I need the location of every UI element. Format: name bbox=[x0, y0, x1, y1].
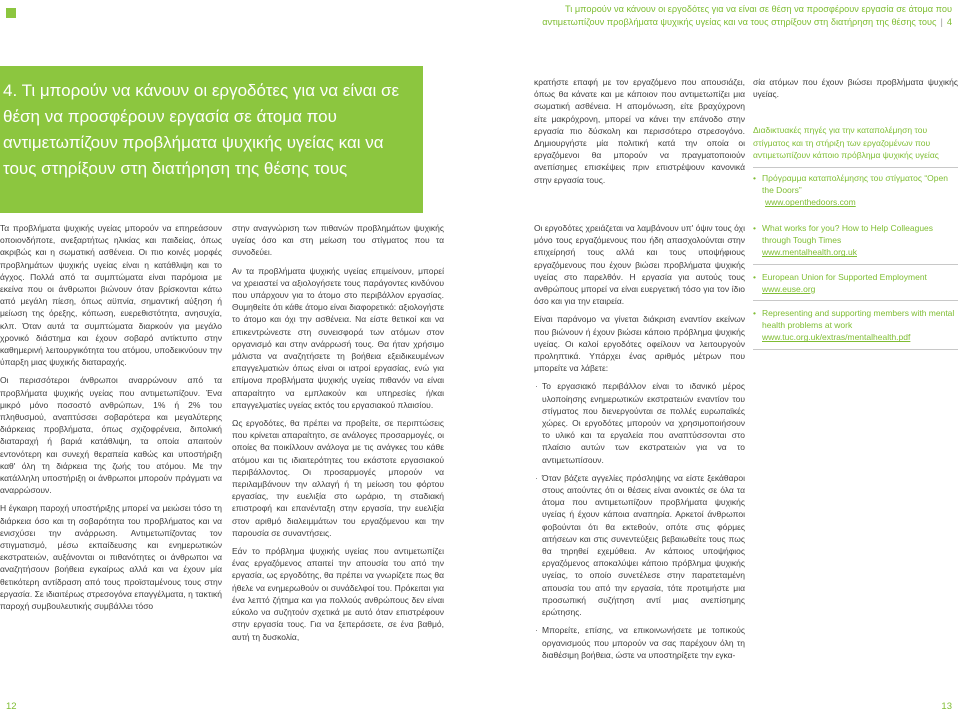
bullet-item: · Όταν βάζετε αγγελίες πρόσληψης να είστε ξεκάθαροι στους αιτούντες ότι οι θέσεις είναι ανοικτές σε όλα τα άτομα που αντιμετωπίζουν προβλήματα ψυχικής υγείας ή έχουν κάποια αναπηρία. Αρκετοί άνθρωποι φοβούνται ότι θα εκτεθούν, οπότε στις φόρμες αιτήσεων και στις συνεντεύξεις βεβαιωθείτε τους πως θα τηρηθεί εχεμύθεια. Αν κάποιος υποψήφιος εργαζόμενος αποκαλύψει κάποιο πρόβλημα ψυχικής υγείας, το οποίο συνετέλεσε στην παρατεταμένη απουσία του από την εργασία, τότε προτιμήστε μια προσωπική συζήτηση αντί μιας ανεπίσημης ερώτησης. bbox=[534, 472, 745, 618]
paragraph: Τα προβλήματα ψυχικής υγείας μπορούν να επηρεάσουν οποιονδήποτε, ανεξαρτήτως ηλικίας και παιδείας, όπως ακριβώς και η σωματική ασθένεια. Οι πιο κοινές μορφές προβλημάτων ψυχικής υγείας είναι η κατάθλιψη και το άγχος. Πολλά από τα συμπτώματα είναι παρόμοια με εκείνα που οι άνθρωποι βιώνουν όταν βρίσκονται κάτω από μεγάλη πίεση, όπως αϋπνία, σημαντική αύξηση ή μείωση της όρεξης, κόπωση, ευερεθιστότητα, ανησυχία, κλπ. Όταν αυτά τα συμπτώματα διαρκούν για μεγάλο χρονικό διάστημα και έχουν σοβαρό αντίκτυπο στην καθημερινή λειτουργικότητα του ατόμου, υποδεικνύουν την ύπαρξη μιας ψυχικής διαταραχής. bbox=[0, 223, 222, 368]
header-line-2 bbox=[542, 16, 952, 29]
chapter-heading: 4. Τι μπορούν να κάνουν οι εργοδότες για να είναι σε θέση να προσφέρουν εργασία σε άτομα που αντιμετωπίζουν προβλήματα ψυχικής υγείας και να τους στηρίξουν στη διατήρηση της θέσης τους bbox=[3, 81, 400, 178]
right-column-1-top bbox=[534, 76, 745, 186]
page-number-right: 13 bbox=[941, 701, 952, 712]
resource-link-item bbox=[753, 307, 958, 350]
resource-link-item bbox=[753, 222, 958, 265]
chapter-heading-box bbox=[0, 66, 423, 213]
resource-link-item bbox=[753, 271, 958, 301]
open-doors-link[interactable]: www.openthedoors.com bbox=[765, 197, 856, 208]
header-line-1: Τι μπορούν να κάνουν οι εργοδότες για να είναι σε θέση να προσφέρουν εργασία σε άτομα που bbox=[565, 4, 952, 14]
paragraph: Εάν το πρόβλημα ψυχικής υγείας που αντιμετωπίζει ένας εργαζόμενος απαιτεί την απουσία του από την εργασία, ως εργοδότης, θα πρέπει να γνωρίζετε πως θα ήθελε να ενημερωθούν οι συνάδελφοί του. Πρόκειται για ένα λεπτό ζήτημα και για πολλούς ανθρώπους δεν είναι εύκολο να συζητούν σχετικά με αυτό όταν επιστρέφουν στην εργασία τους. Για να ξεπεράσετε, σε ένα βαθμό, αυτή τη δυσκολία, bbox=[232, 546, 444, 642]
right-column-2-links bbox=[753, 222, 958, 356]
resource-link[interactable]: www.mentalhealth.org.uk bbox=[762, 247, 857, 258]
link-title: European Union for Supported Employment bbox=[762, 271, 927, 282]
open-doors-item bbox=[753, 172, 958, 209]
paragraph: Αν τα προβλήματα ψυχικής υγείας επιμείνουν, μπορεί να χρειαστεί να αξιολογήσετε τους παράγοντες κινδύνου που υπάρχουν για το άτομο στο περιβάλλον εργασίας. Θυμηθείτε ότι κάθε άτομο είναι διαφορετικό: αξιολογήστε το άτομο και όχι την ασθένεια. Να είστε θετικοί και να επικεντρώνεστε στη συνεισφορά των ατόμων στον οργανισμό και στην ανάρρωσή τους. Θα ήταν χρήσιμο μάλιστα να αναζητήσετε τη βοήθεια εξειδικευμένων επαγγελματιών όπως είναι οι ιατροί εργασίας, ενώ για επίμονα προβλήματα ψυχικής υγείας πιθανόν να είναι απαραίτητο να εμπλακούν και υπηρεσίες ή/και επαγγελματίες υγείας εκτός του εργασιακού πλαισίου. bbox=[232, 265, 444, 410]
paragraph: κρατήστε επαφή με τον εργαζόμενο που απουσιάζει, όπως θα κάνατε και με κάποιον που αντιμετωπίζει μια σωματική ασθένεια. Η απομόνωση, είτε βραχύχρονη είτε μακρόχρονη, μπορεί να κάνει την επάνοδο στην εργασία πιο δύσκολη και περισσότερο στρεσογόνο. Δημιουργήστε μία πολιτική κατά την οποία οι εργαζόμενοι θα μπορούν να πραγματοποιούν ανεπίσημες επισκέψεις πριν επιστρέψουν κανονικά στην εργασία τους. bbox=[534, 77, 745, 185]
paragraph: Είναι παράνομο να γίνεται διάκριση εναντίον εκείνων που βιώνουν ή έχουν βιώσει κάποιο πρόβλημα ψυχικής υγείας. Οι καλοί εργοδότες οφείλουν να λειτουργούν προληπτικά. Υπάρχει ένας αριθμός μέτρων που μπορείτε να λάβετε: bbox=[534, 314, 745, 374]
left-column-2 bbox=[232, 222, 444, 643]
paragraph-continuation: σία ατόμων που έχουν βιώσει προβλήματα ψυχικής υγείας. bbox=[753, 77, 958, 100]
header-section-number: 4 bbox=[946, 16, 952, 27]
divider bbox=[753, 167, 958, 168]
header-line-2-text: αντιμετωπίζουν προβλήματα ψυχικής υγείας και να τους στηρίξουν στη διατήρηση της θέσης τους bbox=[542, 16, 937, 27]
bullet-item: · Το εργασιακό περιβάλλον είναι το ιδανικό μέρος υλοποίησης ενημερωτικών εκστρατειών εναντίον του στίγματος που διενεργούνται σε πολλές ευρωπαϊκές χώρες. Οι εργοδότες μπορούν να χρησιμοποιήσουν το υλικό και τα εργαλεία που αναπτύσσονται στο πλαίσιο αυτών των εκστρατειών για να το αντιμετωπίσουν. bbox=[534, 380, 745, 465]
section-marker bbox=[6, 8, 16, 18]
bullet-item: · Μπορείτε, επίσης, να επικοινωνήσετε με τοπικούς οργανισμούς που μπορούν να σας παρέχουν όλη τη διαθέσιμη βοήθεια, ώστε να υποστηρίξετε την εγκα- bbox=[534, 624, 745, 661]
page-number-left: 12 bbox=[6, 701, 17, 712]
link-title: What works for you? How to Help Colleagues through Tough Times bbox=[762, 223, 934, 246]
right-column-2-top bbox=[753, 76, 958, 209]
link-title: Representing and supporting members with mental health problems at work bbox=[762, 308, 955, 331]
left-column-1 bbox=[0, 222, 222, 612]
paragraph: στην αναγνώριση των πιθανών προβλημάτων ψυχικής υγείας όσο και στη μείωση του στίγματος που τα συνοδεύει. bbox=[232, 223, 444, 258]
paragraph: Οι εργοδότες χρειάζεται να λαμβάνουν υπ' όψιν τους όχι μόνο τους εργαζόμενους που ήδη απασχολούνται στην επιχείρησή τους αλλά και τους υποψήφιους εργαζόμενους που έχουν βιώσει προβλήματα ψυχικής υγείας στο παρελθόν. Η εργασία για αυτούς τους ανθρώπους μπορεί να είναι ευεργετική τόσο για τον ίδιο όσο και για την εταιρεία. bbox=[534, 223, 745, 307]
paragraph: Η έγκαιρη παροχή υποστήριξης μπορεί να μειώσει τόσο τη διάρκεια όσο και τη σοβαρότητα του προβλήματος και να ενισχύσει την ανάρρωση. Αντιμετωπίζοντας τον στιγματισμό, μέσω εκπαίδευσης και ενημερωτικών εκστρατειών, αυξάνονται οι πιθανότητες οι άνθρωποι να αναζητήσουν βοήθεια εγκαίρως αλλά και να έχουν μία θετικότερη αντίδραση από τους προϊσταμένους τους στην εργασία. Σε ιδιαιτέρως στρεσογόνα επαγγέλματα, η τακτική παροχή συμβουλευτικής συμβάλλει τόσο bbox=[0, 503, 222, 612]
sources-heading: Διαδικτυακές πηγές για την καταπολέμηση του στίγματος και τη στήριξη των εργαζομένων που αντιμετωπίζουν κάποιο πρόβλημα ψυχικής υγείας bbox=[753, 125, 939, 160]
header-separator: | bbox=[940, 16, 943, 27]
resource-link[interactable]: www.tuc.org.uk/extras/mentalhealth.pdf bbox=[762, 332, 911, 343]
link-title: Πρόγραμμα καταπολέμησης του στίγματος “Open the Doors” bbox=[762, 173, 948, 196]
right-column-1 bbox=[534, 222, 745, 661]
resource-link[interactable]: www.euse.org bbox=[762, 283, 816, 294]
paragraph: Ως εργοδότες, θα πρέπει να προβείτε, σε περιπτώσεις που κρίνεται απαραίτητο, σε ανάλογες προσαρμογές, οι οποίες θα ποικίλλουν ανάλογα με τις ανάγκες του κάθε ατόμου και τις ιδιαιτερότητες του εκάστοτε εργασιακού περιβάλλοντος. Οι προσαρμογές μπορούν να περιλαμβάνουν την αλλαγή ή τη μείωση του φόρτου εργασίας, την ευελιξία στο ωράριο, τη σταδιακή επιστροφή και επανένταξη στην εργασία, την ευελιξία στον αριθμό διαλειμμάτων του εργαζόμενου και την παρουσία σε συναντήσεις. bbox=[232, 418, 444, 538]
running-header bbox=[542, 3, 952, 28]
paragraph: Οι περισσότεροι άνθρωποι αναρρώνουν από τα προβλήματα ψυχικής υγείας που αντιμετωπίζουν. Ένα μικρό μόνο ποσοστό ανθρώπων, 1% ή 2% του πληθυσμού, αναπτύσσει σοβαρότερα και μεγαλύτερης διάρκειας προβλήματα, όπως σχιζοφρένεια, διπολική διαταραχή ή βαριά κατάθλιψη, τα οποία απαιτούν εντονότερη και συνεχή θεραπεία καθώς και υποστήριξη καθ' όλη τη διάρκεια της ζωής του ατόμου. Με την κατάλληλη υποστήριξη οι άνθρωποι μπορούν πράγματι να αναρρώσουν. bbox=[0, 375, 222, 496]
